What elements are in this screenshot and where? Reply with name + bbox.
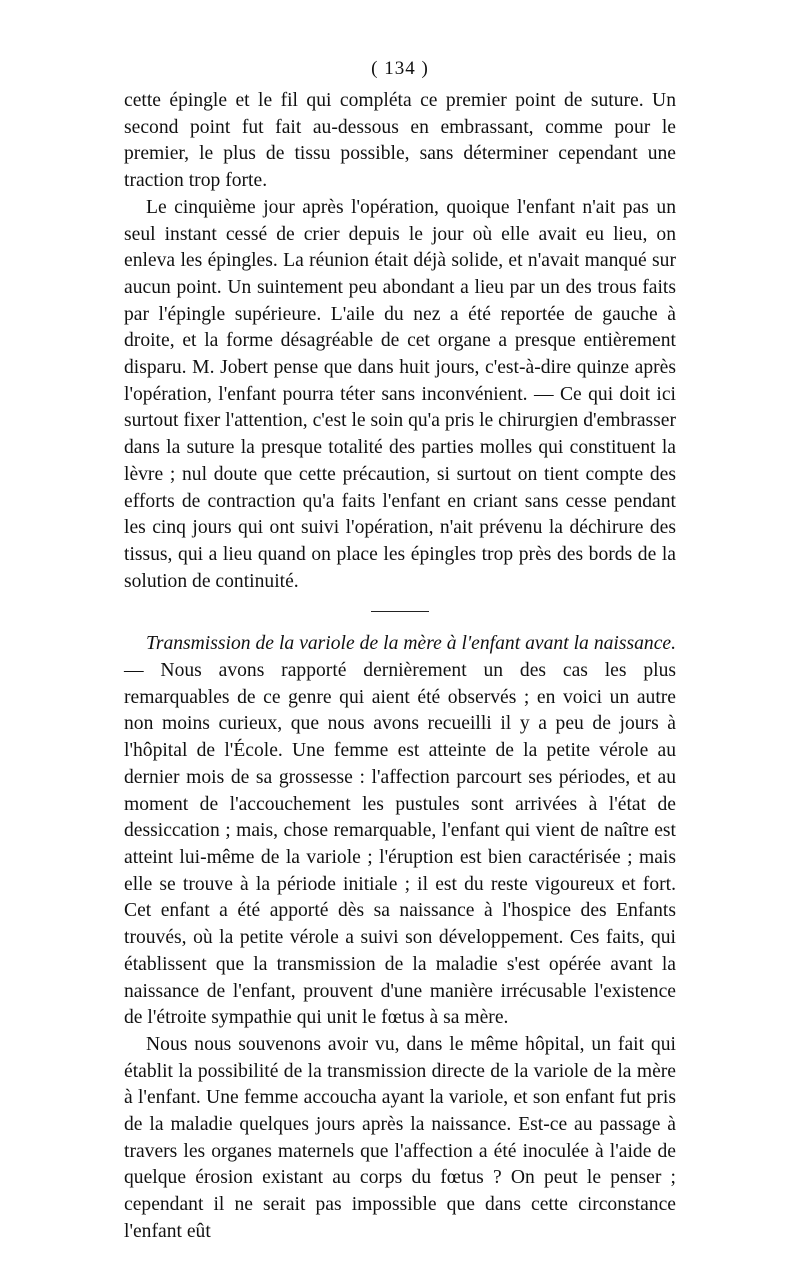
paragraph-second-case: Nous nous souvenons avoir vu, dans le même hôpital, un fait qui établit la possibilité de la transmission directe de la variole de la mère à l'enfant. Une femme accoucha ayant la variole, et son enfant fut pris de la maladie quelques jours après la naissance. Est-ce au passage à travers les organes maternels que l'affection a été inoculée à l'aide de quelque érosion existant au corps du fœtus ? On peut le penser ; cependant il ne serait pas impossible que dans cette circonstance l'enfant eût — [124, 1033, 676, 1242]
paragraph-continuation: cette épingle et le fil qui compléta ce premier point de suture. Un second point fut fait au-dessous en embrassant, comme pour le premier, le plus de tissu possible, sans déterminer cependant une traction trop forte. — [124, 90, 676, 192]
paragraph-fifth-day: Le cinquième jour après l'opération, quoique l'enfant n'ait pas un seul instant cessé de crier depuis le jour où elle avait eu lieu, on enleva les épingles. La réunion était déjà solide, et n'avait manqué sur aucun point. Un suintement peu abondant a lieu par un des trous faits par l'épingle supérieure. L'aile du nez a été reportée de gauche à droite, et la forme désagréable de cet organe a presque entièrement disparu. M. Jobert pense que dans huit jours, c'est-à-dire quinze après l'opération, l'enfant pourra téter sans inconvénient. — Ce qui doit ici surtout fixer l'attention, c'est le soin qu'a pris le chirurgien d'embrasser dans la suture la presque totalité des parties molles qui constituent la lèvre ; nul doute que cette précaution, si surtout on tient compte des efforts de contraction qu'a faits l'enfant en criant sans cesse pendant les cinq jours qui ont suivi l'opération, n'ait prévenu la déchirure des tissus, qui a lieu quand on place les épingles trop près des bords de la solution de continuité. — [124, 196, 676, 592]
page-number: ( 134 ) — [371, 58, 429, 79]
section-body: — Nous avons rapporté dernièrement un des cas les plus remarquables de ce genre qui aient été observés ; en voici un autre non moins curieux, que nous avons recueilli il y a peu de jours à l'hôpital de l'École. Une femme est atteinte de la petite vérole au dernier mois de sa grossesse : l'affection parcourt ses périodes, et au moment de l'accouchement les pustules sont arrivées à l'état de dessiccation ; mais, chose remarquable, l'enfant qui vient de naître est atteint lui-même de la variole ; l'éruption est bien caractérisée ; mais elle se trouve à la période initiale ; il est du reste vigoureux et fort. Cet enfant a été apporté dès sa naissance à l'hospice des Enfants trouvés, où la petite vérole a suivi son développement. Ces faits, qui établissent que la transmission de la maladie s'est opérée avant la naissance de l'enfant, prouvent d'une manière irrécusable l'existence de l'étroite sympathie qui unit le fœtus à sa mère. — [124, 660, 676, 1029]
section-separator — [371, 611, 429, 612]
section-paragraph — [124, 631, 676, 1032]
section-title: Transmission de la variole de la mère à l'enfant avant la naissance. — [146, 633, 676, 655]
book-page — [124, 58, 676, 1246]
